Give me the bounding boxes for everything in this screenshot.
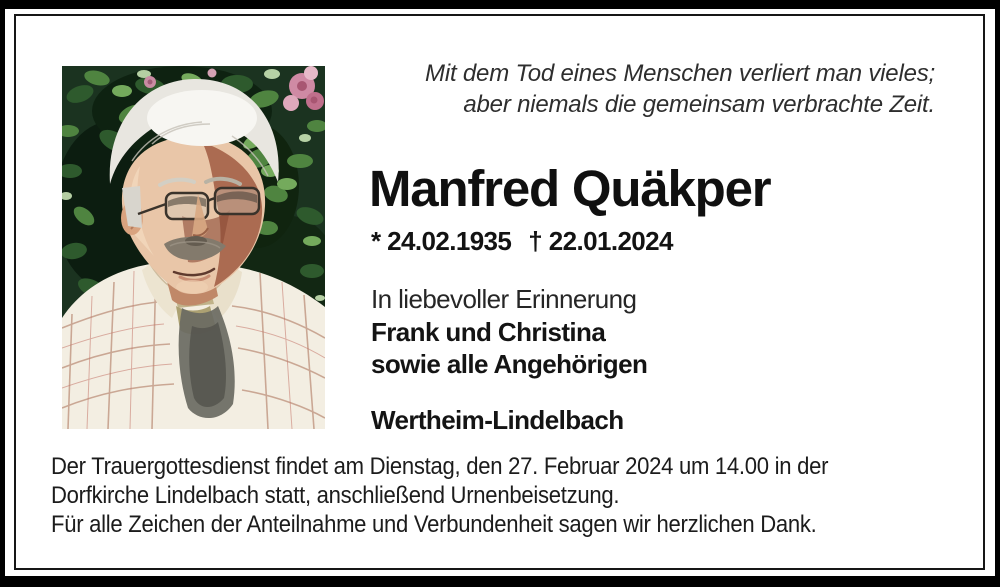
- remembrance-line: In liebevoller Erinnerung: [371, 284, 637, 314]
- service-info-line: Der Trauergottesdienst findet am Dienstag, den 27. Februar 2024 um 14.00 in der: [51, 453, 829, 480]
- birth-date: * 24.02.1935: [371, 226, 512, 256]
- memorial-quote: [425, 58, 935, 120]
- service-info: [51, 452, 828, 539]
- mourner-line: Frank und Christina: [371, 317, 606, 347]
- memorial-quote-line: Mit dem Tod eines Menschen verliert man vieles;: [425, 60, 935, 87]
- life-dates: [371, 226, 673, 257]
- portrait-photo: [62, 66, 325, 429]
- deceased-name: Manfred Quäkper: [369, 160, 771, 217]
- service-info-line: Für alle Zeichen der Anteilnahme und Verbundenheit sagen wir herzlichen Dank.: [51, 511, 817, 538]
- memorial-quote-line: aber niemals die gemeinsam verbrachte Zeit.: [463, 91, 935, 118]
- location-line: Wertheim-Lindelbach: [371, 405, 624, 435]
- service-info-line: Dorfkirche Lindelbach statt, anschließend Urnenbeisetzung.: [51, 482, 620, 509]
- death-date: † 22.01.2024: [528, 226, 673, 256]
- mourner-line: sowie alle Angehörigen: [371, 349, 648, 379]
